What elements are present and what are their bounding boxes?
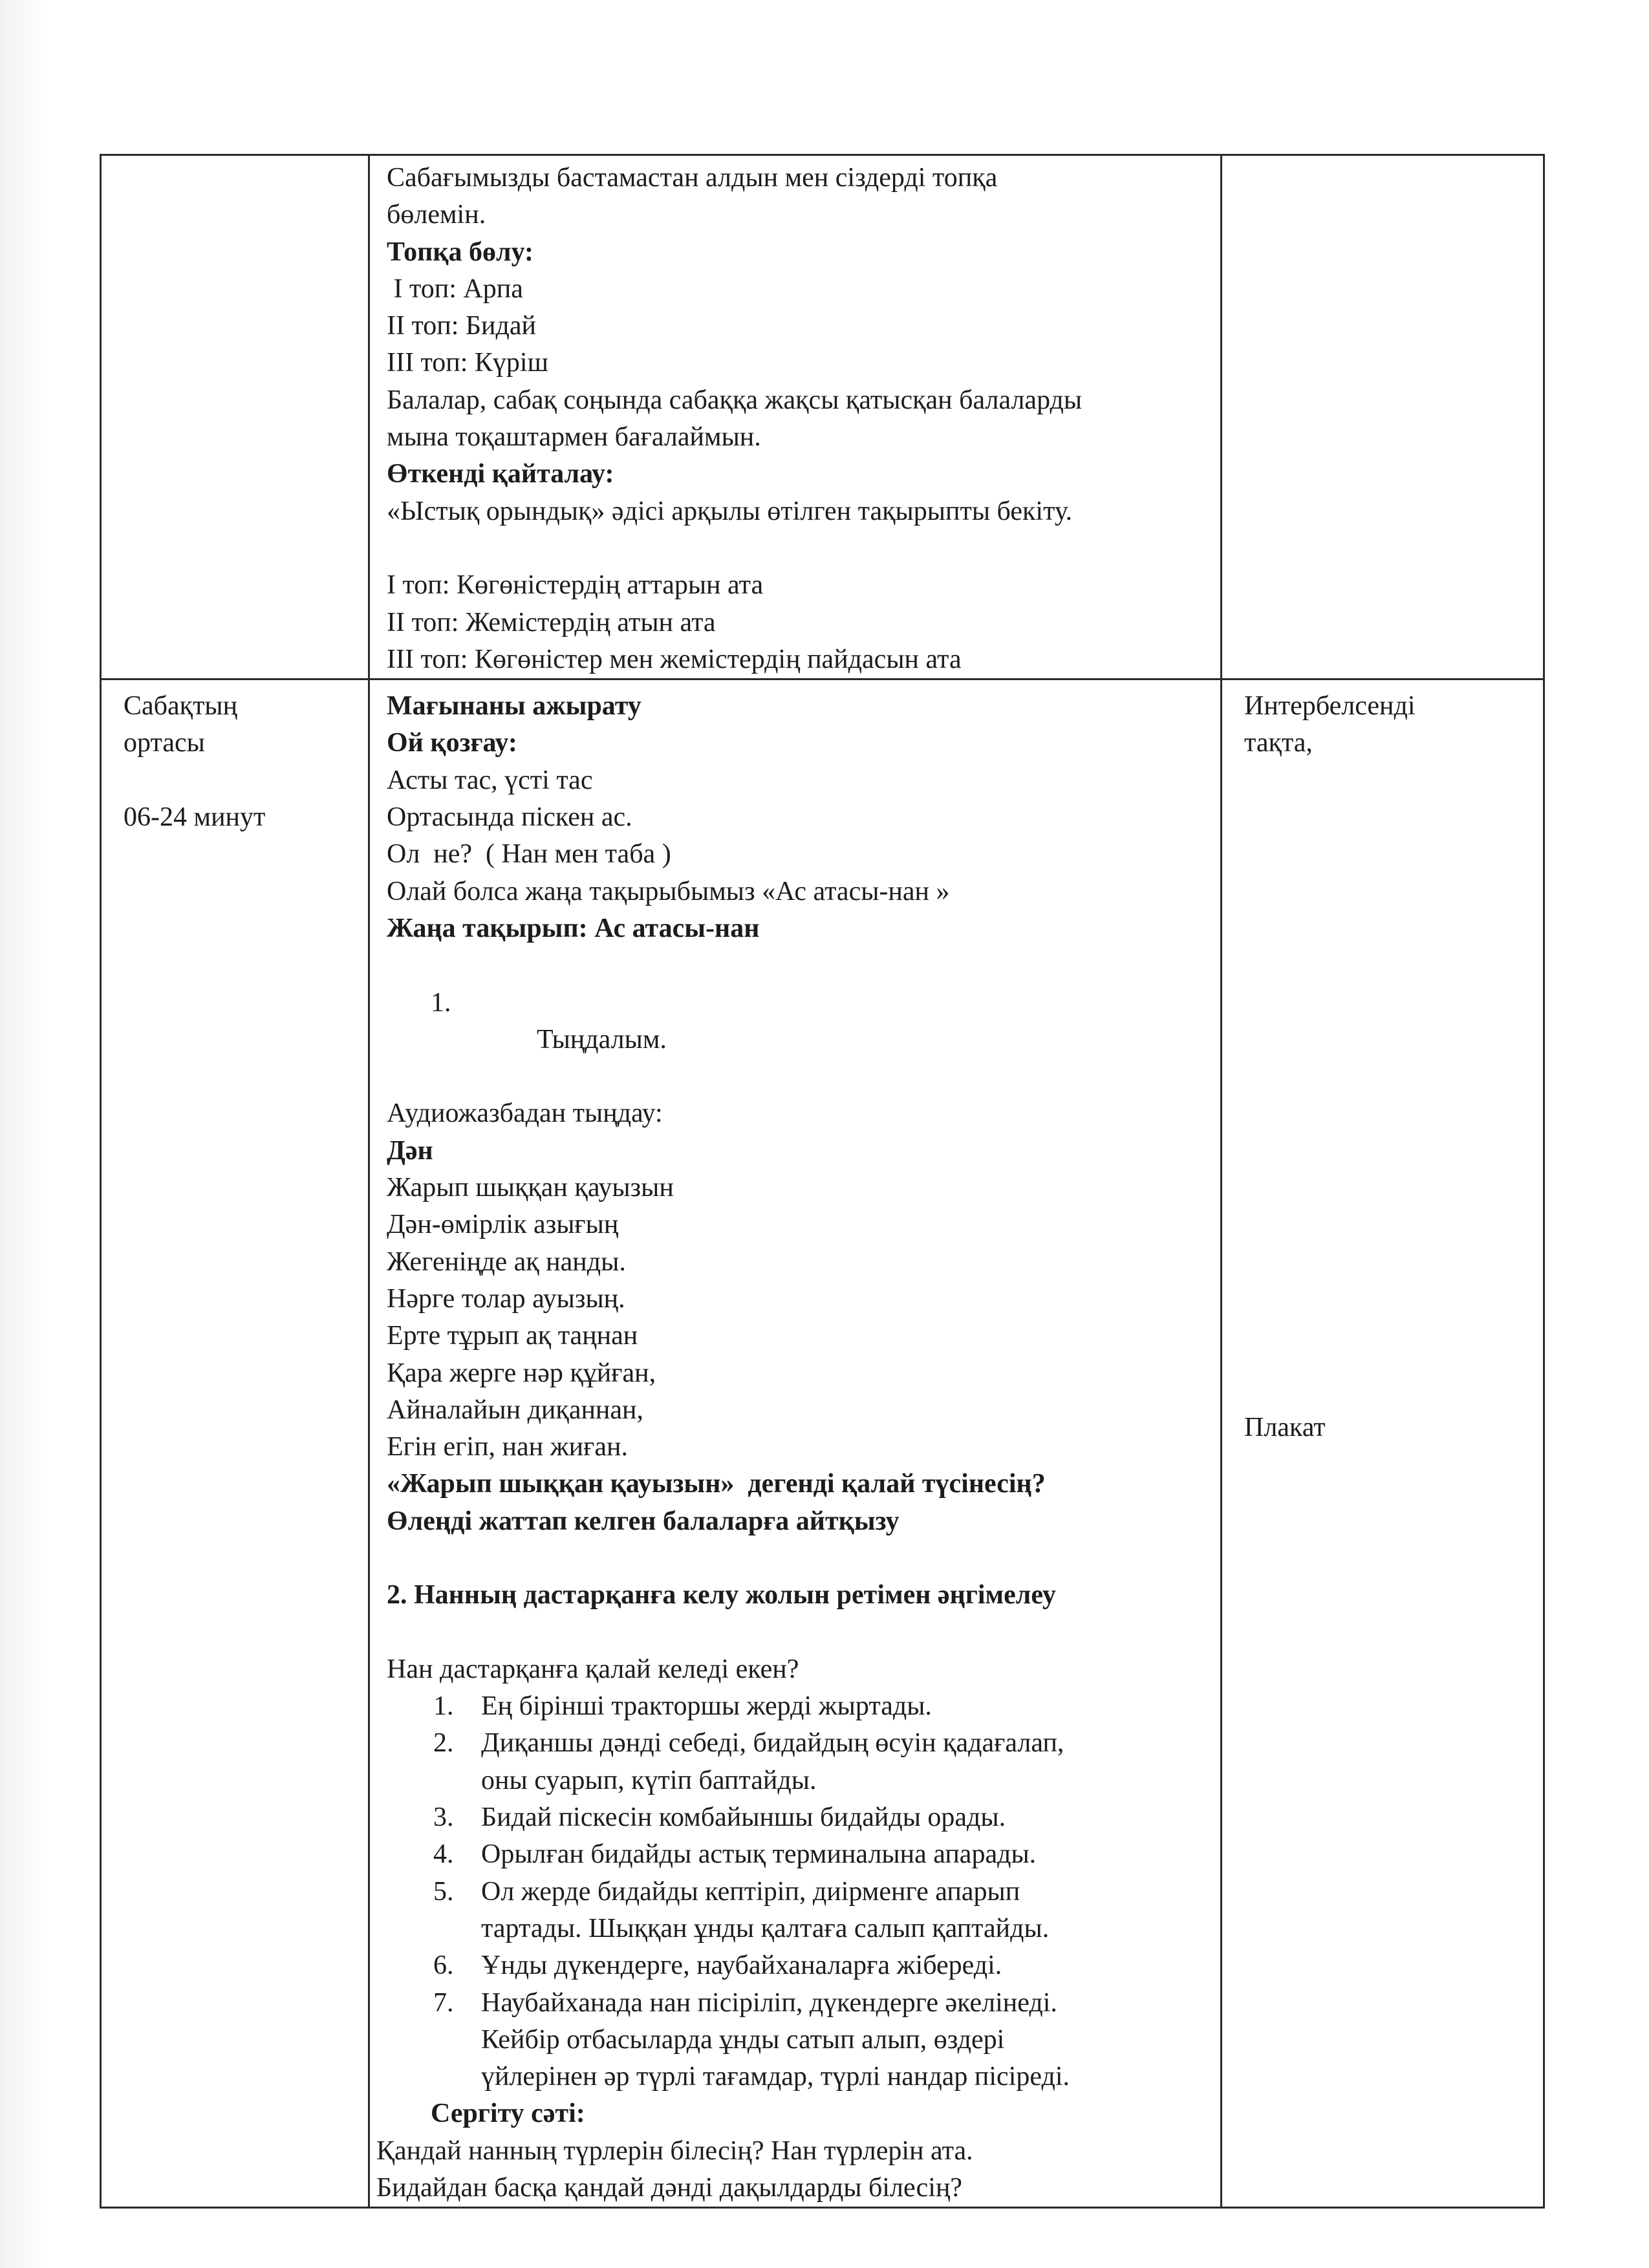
listening-item bbox=[387, 947, 1214, 1095]
step-item bbox=[387, 1688, 1214, 1725]
poem-line: Ерте тұрып ақ таңнан bbox=[387, 1321, 638, 1351]
riddle-lines bbox=[387, 762, 1214, 910]
intro-line: I топ: Арпа bbox=[387, 273, 523, 304]
stage-cell-empty bbox=[101, 155, 369, 679]
bread-question: Нан дастарқанға қалай келеді екен? bbox=[387, 1654, 799, 1684]
riddle-line: Ортасында піскен ас. bbox=[387, 802, 632, 833]
step-line bbox=[387, 1688, 1214, 1725]
poem-line: Егін егіп, нан жиған. bbox=[387, 1432, 628, 1462]
step-text: Ұнды дүкендерге, наубайханаларға жібереді. bbox=[481, 1951, 1002, 1981]
audio-instruction: Аудиожазбадан тыңдау: bbox=[387, 1098, 663, 1129]
middle-content-cell bbox=[369, 679, 1222, 2208]
table-row-middle bbox=[101, 679, 1544, 2208]
step-line bbox=[387, 1799, 1214, 1836]
scan-shadow bbox=[0, 0, 45, 2268]
steps-list bbox=[387, 1688, 1214, 2095]
task-2-heading: 2. Нанның дастарқанға келу жолын ретімен әңгімелеу bbox=[387, 1580, 1056, 1610]
step-number: 3. bbox=[433, 1803, 454, 1833]
step-number: 7. bbox=[433, 1987, 454, 2018]
step-text: оны суарып, күтіп баптайды. bbox=[481, 1765, 817, 1795]
question-1: «Жарып шыққан қауызын» дегенді қалай түсінесің? bbox=[387, 1469, 1046, 1499]
riddle-line: Ол не? ( Нан мен таба ) bbox=[387, 839, 671, 870]
step-number: 5. bbox=[433, 1876, 454, 1907]
sergitu-heading: Сергіту сәті: bbox=[431, 2099, 585, 2129]
step-line bbox=[387, 2059, 1214, 2095]
step-item bbox=[387, 1725, 1214, 1799]
step-line bbox=[387, 1836, 1214, 1873]
poem-lines bbox=[387, 1170, 1214, 1466]
step-text: Наубайханада нан пісіріліп, дүкендерге әкелінеді. bbox=[481, 1987, 1057, 2018]
closing-questions bbox=[376, 2133, 1214, 2207]
poem-line: Жегеніңде ақ нанды. bbox=[387, 1246, 626, 1277]
resources-cell bbox=[1222, 679, 1544, 2208]
resource-line2: тақта, bbox=[1244, 728, 1313, 758]
resource-line1: Интербелсенді bbox=[1244, 691, 1416, 722]
stage-time: 06-24 минут bbox=[124, 802, 266, 833]
listening-label: Тыңдалым. bbox=[537, 1024, 667, 1054]
resource-plakat: Плакат bbox=[1244, 1413, 1326, 1443]
step-item bbox=[387, 1874, 1214, 1948]
intro-line: Топқа бөлу: bbox=[387, 237, 534, 267]
intro-line: бөлемін. bbox=[387, 200, 486, 230]
step-line bbox=[387, 1725, 1214, 1762]
stage-label-line2: ортасы bbox=[124, 728, 205, 758]
poem-line: Қара жерге нәр құйған, bbox=[387, 1358, 656, 1388]
intro-line: I топ: Көгөністердің аттарын ата bbox=[387, 570, 764, 601]
riddle-line: Олай болса жаңа тақырыбымыз «Ас атасы-нан » bbox=[387, 876, 950, 906]
heading-meaning: Мағынаны ажырату bbox=[387, 691, 641, 722]
heading-brainstorm: Ой қозғау: bbox=[387, 728, 517, 758]
poem-title: Дән bbox=[387, 1135, 433, 1166]
intro-line: «Ыстық орындық» әдісі арқылы өтілген тақырыпты бекіту. bbox=[387, 496, 1073, 526]
step-number: 6. bbox=[433, 1951, 454, 1981]
step-text: Бидай піскесін комбайыншы бидайды орады. bbox=[481, 1803, 1006, 1833]
step-item bbox=[387, 1947, 1214, 1984]
intro-line: Өткенді қайталау: bbox=[387, 459, 614, 489]
stage-cell bbox=[101, 679, 369, 2208]
intro-line: II топ: Бидай bbox=[387, 311, 536, 341]
resources-cell-empty bbox=[1222, 155, 1544, 679]
step-number: 1. bbox=[433, 1691, 454, 1722]
new-topic: Жаңа тақырып: Ас атасы-нан bbox=[387, 913, 760, 943]
step-line bbox=[387, 1947, 1214, 1984]
step-number: 2. bbox=[433, 1728, 454, 1759]
intro-content-cell bbox=[369, 155, 1222, 679]
intro-line: Сабағымызды бастамастан алдын мен сіздерді топқа bbox=[387, 163, 998, 193]
intro-lines bbox=[387, 160, 1214, 678]
step-text: Ең бірінші тракторшы жерді жыртады. bbox=[481, 1691, 932, 1722]
step-line bbox=[387, 1762, 1214, 1799]
intro-line: III топ: Күріш bbox=[387, 348, 548, 378]
step-line bbox=[387, 1874, 1214, 1910]
step-number: 4. bbox=[433, 1839, 454, 1870]
riddle-line: Асты тас, үсті тас bbox=[387, 765, 593, 795]
intro-line bbox=[387, 530, 1214, 567]
stage-label-line1: Сабақтың bbox=[124, 691, 238, 722]
poem-line: Дән-өмірлік азығың bbox=[387, 1210, 619, 1240]
step-text: үйлерінен әр түрлі тағамдар, түрлі нандар пісіреді. bbox=[481, 2062, 1070, 2092]
step-item bbox=[387, 1985, 1214, 2096]
step-item bbox=[387, 1836, 1214, 1873]
closing-line: Қандай нанның түрлерін білесің? Нан түрлерін ата. bbox=[376, 2135, 973, 2166]
poem-line: Айналайын диқаннан, bbox=[387, 1395, 644, 1425]
listening-number: 1. bbox=[431, 987, 451, 1018]
step-line bbox=[387, 1985, 1214, 2022]
question-2: Өлеңді жаттап келген балаларға айтқызу bbox=[387, 1506, 900, 1536]
step-text: Кейбір отбасыларда ұнды сатып алып, өздері bbox=[481, 2024, 1005, 2055]
table-row-intro bbox=[101, 155, 1544, 679]
step-text: Орылған бидайды астық терминалына апарады. bbox=[481, 1839, 1037, 1870]
lesson-plan-table bbox=[100, 154, 1545, 2209]
intro-line: мына тоқаштармен бағалаймын. bbox=[387, 422, 761, 453]
poem-line: Жарып шыққан қауызын bbox=[387, 1173, 674, 1203]
intro-line: III топ: Көгөністер мен жемістердің пайдасын ата bbox=[387, 644, 962, 674]
step-line bbox=[387, 1910, 1214, 1947]
intro-line: Балалар, сабақ соңында сабаққа жақсы қатысқан балаларды bbox=[387, 385, 1083, 415]
step-item bbox=[387, 1799, 1214, 1836]
step-line bbox=[387, 2022, 1214, 2059]
step-text: Ол жерде бидайды кептіріп, диірменге апарып bbox=[481, 1876, 1020, 1907]
closing-line: Бидайдан басқа қандай дәнді дақылдарды білесің? bbox=[376, 2173, 963, 2203]
poem-line: Нәрге толар ауызың. bbox=[387, 1283, 625, 1314]
step-text: тартады. Шыққан ұнды қалтаға салып қаптайды. bbox=[481, 1913, 1050, 1943]
intro-line: II топ: Жемістердің атын ата bbox=[387, 607, 716, 637]
step-text: Диқаншы дәнді себеді, бидайдың өсуін қадағалап, bbox=[481, 1728, 1064, 1759]
